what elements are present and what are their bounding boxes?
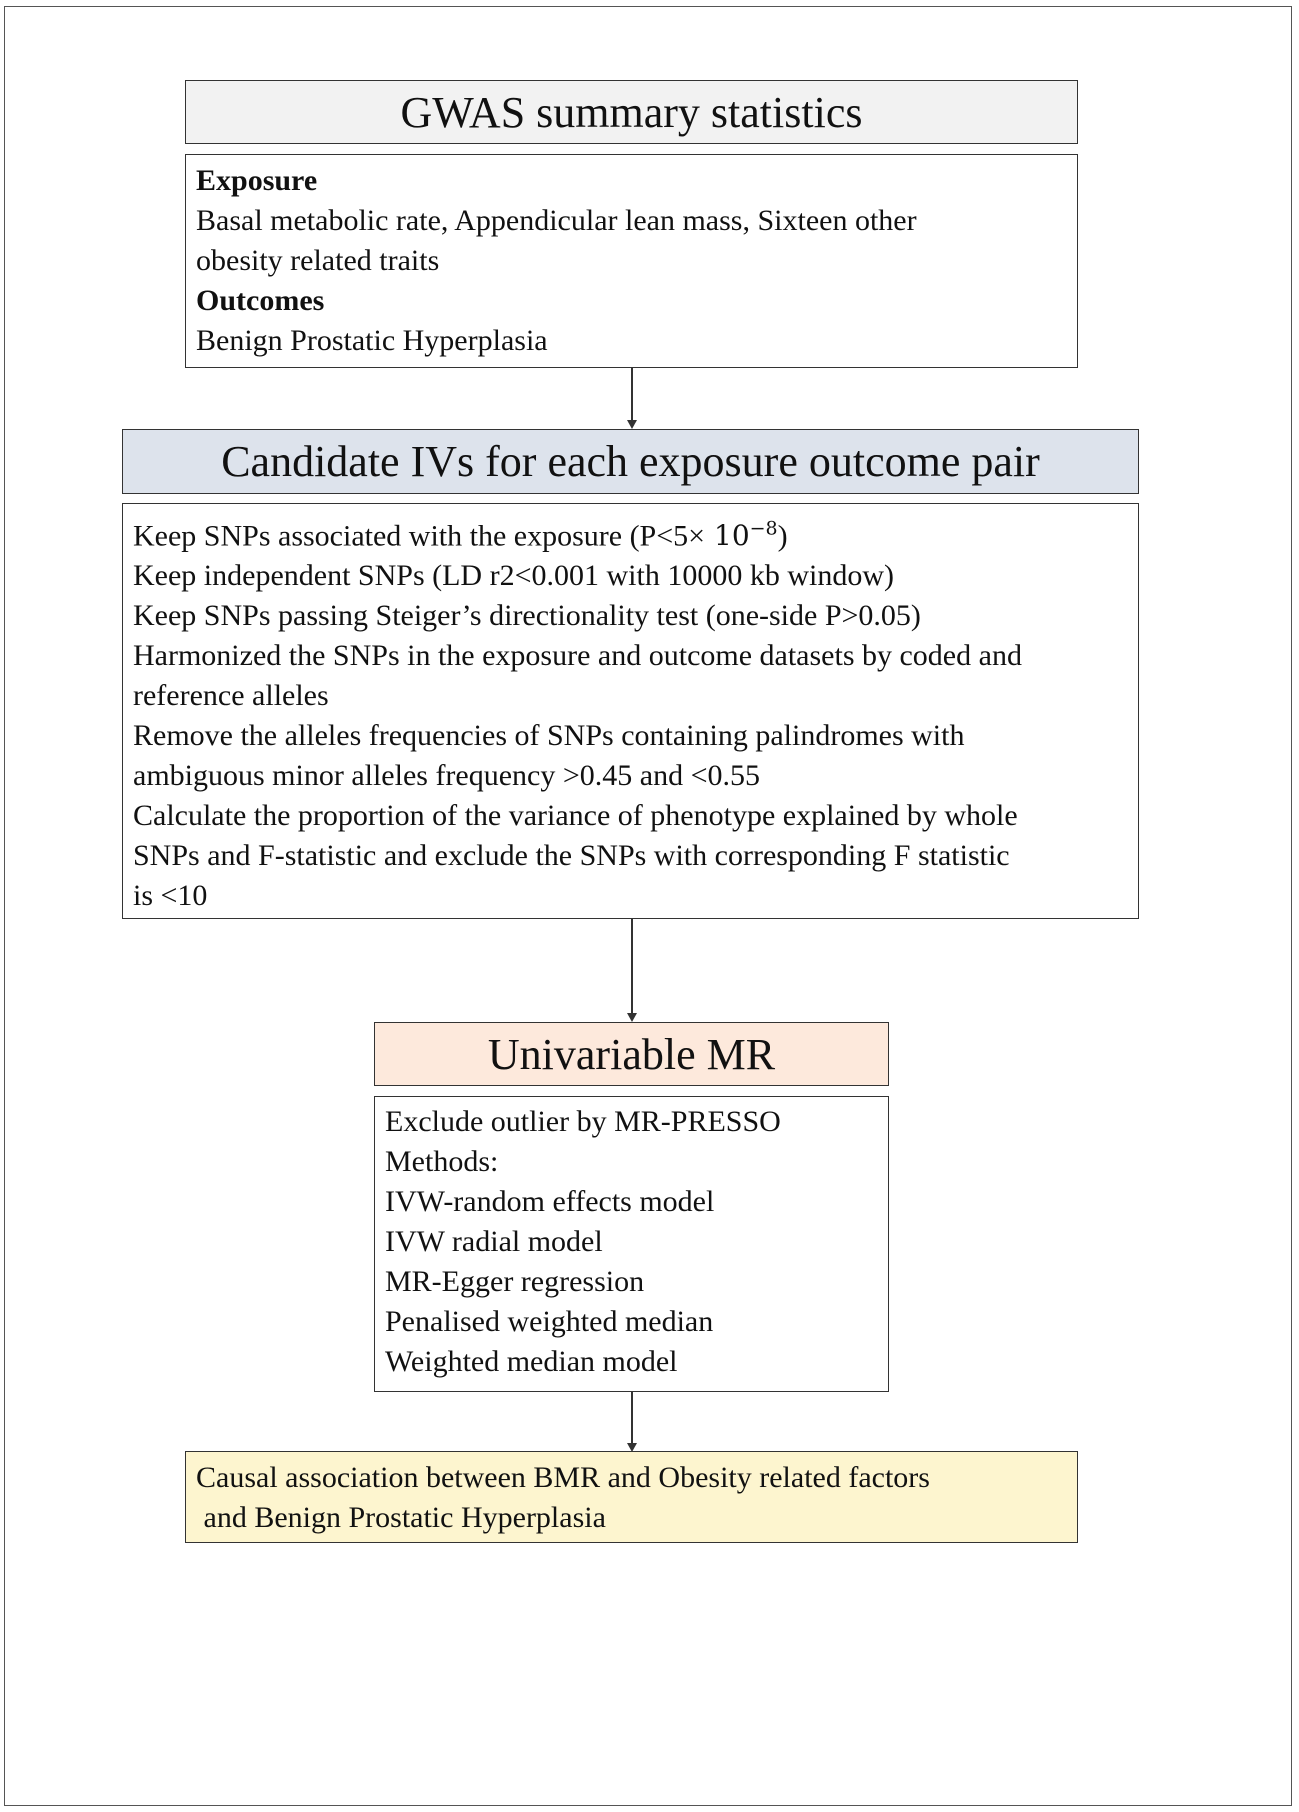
- candidate-line-5: reference alleles: [133, 679, 329, 713]
- candidate-line-2: Keep independent SNPs (LD r2<0.001 with 10000 kb window): [133, 559, 895, 593]
- candidate-line-9: SNPs and F-statistic and exclude the SNPs with corresponding F statistic: [133, 839, 1010, 873]
- gwas-title-box: [185, 80, 1078, 144]
- p-threshold-exponent: −8: [749, 518, 778, 540]
- candidate-line-7: ambiguous minor alleles frequency >0.45 and <0.55: [133, 759, 761, 793]
- result-line-1: Causal association between BMR and Obesity related factors: [196, 1461, 930, 1494]
- candidate-line-4: Harmonized the SNPs in the exposure and outcome datasets by coded and: [133, 639, 1022, 673]
- arrowhead-2: [627, 1013, 637, 1022]
- outcomes-line-1: Benign Prostatic Hyperplasia: [196, 324, 548, 357]
- candidate-content-box: [122, 503, 1139, 919]
- method-item-1: Exclude outlier by MR-PRESSO: [385, 1105, 781, 1138]
- univariable-content-box: [374, 1096, 889, 1392]
- method-item-4: IVW radial model: [385, 1225, 603, 1258]
- arrowhead-1: [627, 420, 637, 429]
- method-item-6: Penalised weighted median: [385, 1305, 714, 1338]
- p-threshold-text: Keep SNPs associated with the exposure (P<5×: [133, 519, 706, 553]
- candidate-line-10: is <10: [133, 879, 208, 913]
- connector-2: [631, 919, 633, 1014]
- exposure-line-2: obesity related traits: [196, 244, 440, 277]
- univariable-title: Univariable MR: [487, 1029, 776, 1079]
- method-item-3: IVW-random effects model: [385, 1185, 715, 1218]
- candidate-line-8: Calculate the proportion of the variance of phenotype explained by whole: [133, 799, 1018, 833]
- method-item-2: Methods:: [385, 1145, 499, 1178]
- result-box: [185, 1451, 1078, 1543]
- candidate-line-6: Remove the alleles frequencies of SNPs containing palindromes with: [133, 719, 965, 753]
- p-threshold-close: ): [777, 519, 788, 553]
- result-line-2: and Benign Prostatic Hyperplasia: [196, 1501, 606, 1534]
- p-threshold-base: 10: [714, 519, 750, 553]
- candidate-line-1: [133, 509, 1128, 556]
- candidate-title: Candidate IVs for each exposure outcome pair: [221, 437, 1040, 486]
- outcomes-label: Outcomes: [196, 284, 325, 317]
- method-item-7: Weighted median model: [385, 1345, 678, 1378]
- method-item-5: MR-Egger regression: [385, 1265, 645, 1298]
- candidate-title-box: [122, 429, 1139, 494]
- candidate-line-3: Keep SNPs passing Steiger’s directionality test (one-side P>0.05): [133, 599, 921, 633]
- connector-3: [631, 1392, 633, 1444]
- connector-1: [631, 368, 633, 421]
- gwas-content-box: [185, 154, 1078, 368]
- exposure-line-1: Basal metabolic rate, Appendicular lean mass, Sixteen other: [196, 204, 917, 237]
- exposure-label: Exposure: [196, 164, 318, 197]
- gwas-title: GWAS summary statistics: [400, 87, 863, 137]
- univariable-title-box: [374, 1022, 889, 1086]
